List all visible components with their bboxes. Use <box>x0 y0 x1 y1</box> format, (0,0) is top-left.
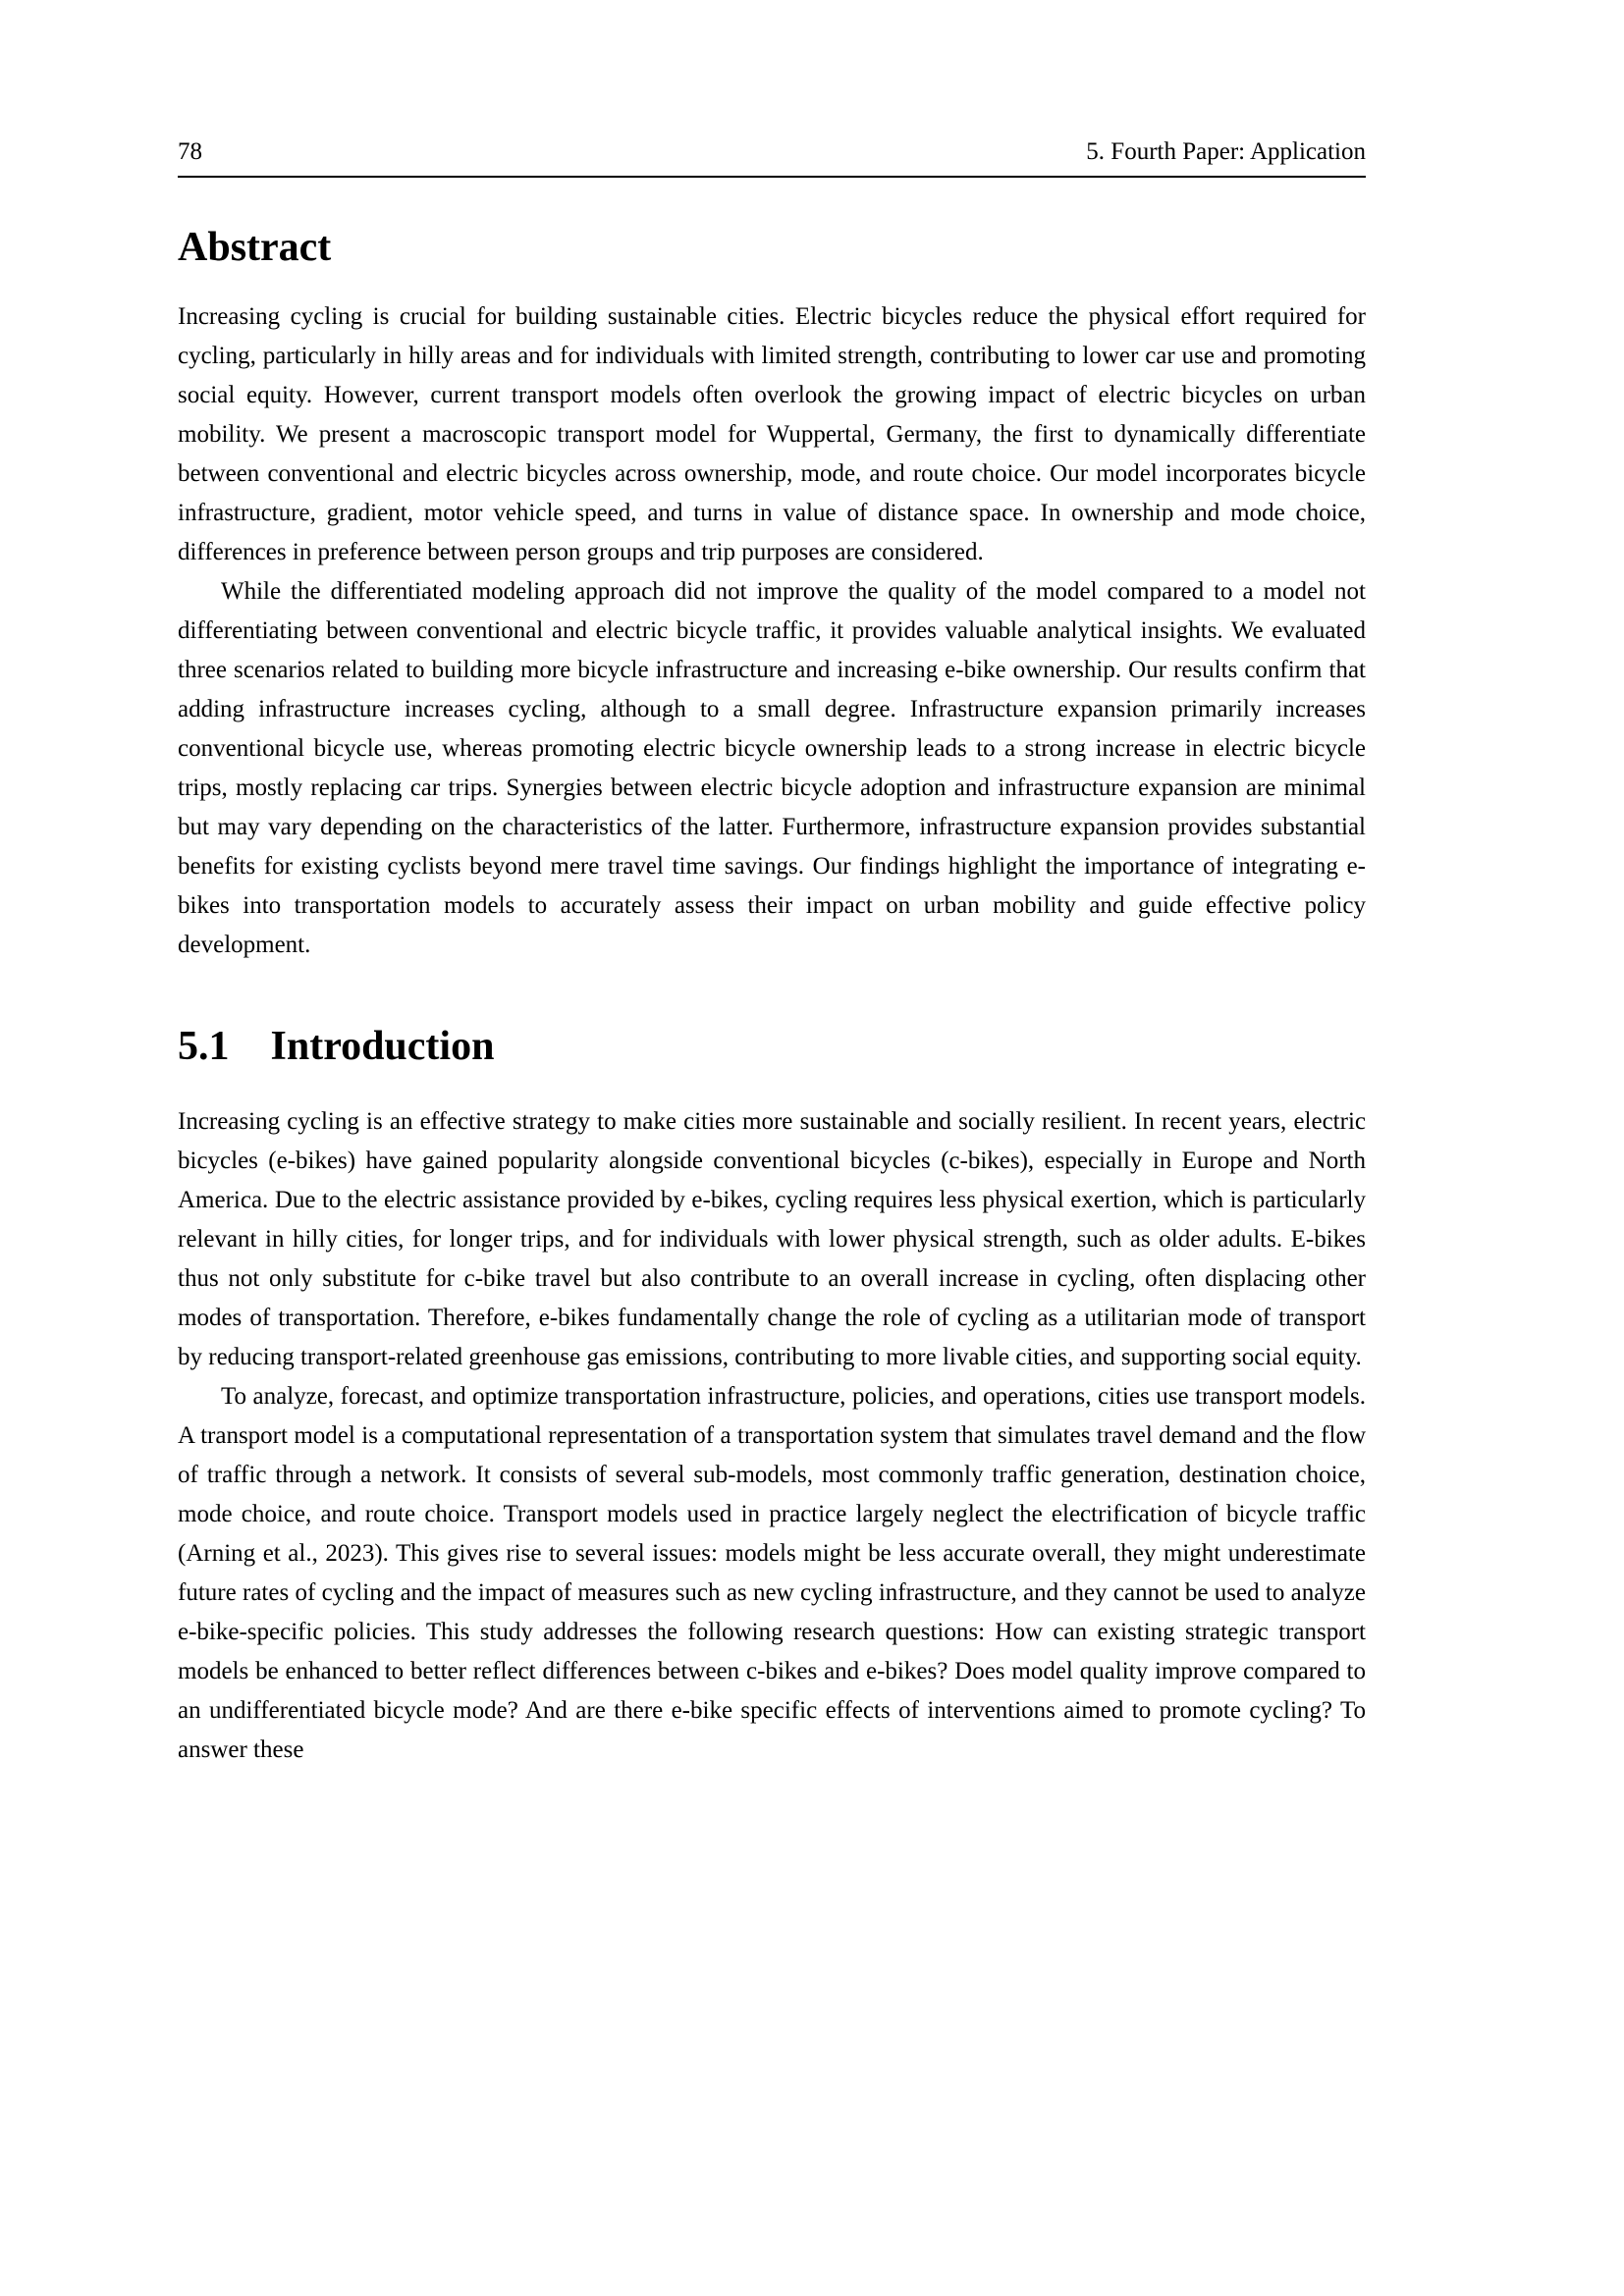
section-number: 5.1 <box>178 1024 230 1069</box>
introduction-paragraph: Increasing cycling is an effective strategy to make cities more sustainable and socially resilient. In recent years, electric bicycles (e-bikes) have gained popularity alongside conventional bicycles (c-bikes), especially in Europe and North America. Due to the electric assistance provided by e-bikes, cycling requires less physical exertion, which is particularly relevant in hilly cities, for longer trips, and for individuals with lower physical strength, such as older adults. E-bikes thus not only substitute for c-bike travel but also contribute to an overall increase in cycling, often displacing other modes of transportation. Therefore, e-bikes fundamentally change the role of cycling as a utilitarian mode of transport by reducing transport-related greenhouse gas emissions, contributing to more livable cities, and supporting social equity. <box>178 1108 1366 1370</box>
page-number: 78 <box>178 138 202 165</box>
running-header <box>178 137 1366 178</box>
section-title: Introduction <box>270 1024 495 1069</box>
section-heading <box>178 1022 1366 1071</box>
abstract-heading: Abstract <box>178 225 332 270</box>
introduction-paragraph: To analyze, forecast, and optimize transportation infrastructure, policies, and operations, cities use transport models. A transport model is a computational representation of a transportation system that simulates travel demand and the flow of traffic through a network. It consists of several sub-models, most commonly traffic generation, destination choice, mode choice, and route choice. Transport models used in practice largely neglect the electrification of bicycle traffic (Arning et al., 2023). This gives rise to several issues: models might be less accurate overall, they might underestimate future rates of cycling and the impact of measures such as new cycling infrastructure, and they cannot be used to analyze e-bike-specific policies. This study addresses the following research questions: How can existing strategic transport models be enhanced to better reflect differences between c-bikes and e-bikes? Does model quality improve compared to an undifferentiated bicycle mode? And are there e-bike specific effects of interventions aimed to promote cycling? To answer these <box>178 1383 1366 1763</box>
abstract-paragraph: Increasing cycling is crucial for building sustainable cities. Electric bicycles reduce the physical effort required for cycling, particularly in hilly areas and for individuals with limited strength, contributing to lower car use and promoting social equity. However, current transport models often overlook the growing impact of electric bicycles on urban mobility. We present a macroscopic transport model for Wuppertal, Germany, the first to dynamically differentiate between conventional and electric bicycles across ownership, mode, and route choice. Our model incorporates bicycle infrastructure, gradient, motor vehicle speed, and turns in value of distance space. In ownership and mode choice, differences in preference between person groups and trip purposes are considered. <box>178 303 1366 565</box>
page-content <box>178 137 1366 1770</box>
abstract-paragraph: While the differentiated modeling approach did not improve the quality of the model compared to a model not differentiating between conventional and electric bicycle traffic, it provides valuable analytical insights. We evaluated three scenarios related to building more bicycle infrastructure and increasing e-bike ownership. Our results confirm that adding infrastructure increases cycling, although to a small degree. Infrastructure expansion primarily increases conventional bicycle use, whereas promoting electric bicycle ownership leads to a strong increase in electric bicycle trips, mostly replacing car trips. Synergies between electric bicycle adoption and infrastructure expansion are minimal but may vary depending on the characteristics of the latter. Furthermore, infrastructure expansion provides substantial benefits for existing cyclists beyond mere travel time savings. Our findings highlight the importance of integrating e-bikes into transportation models to accurately assess their impact on urban mobility and guide effective policy development. <box>178 578 1366 958</box>
running-header-title: 5. Fourth Paper: Application <box>1086 138 1366 165</box>
